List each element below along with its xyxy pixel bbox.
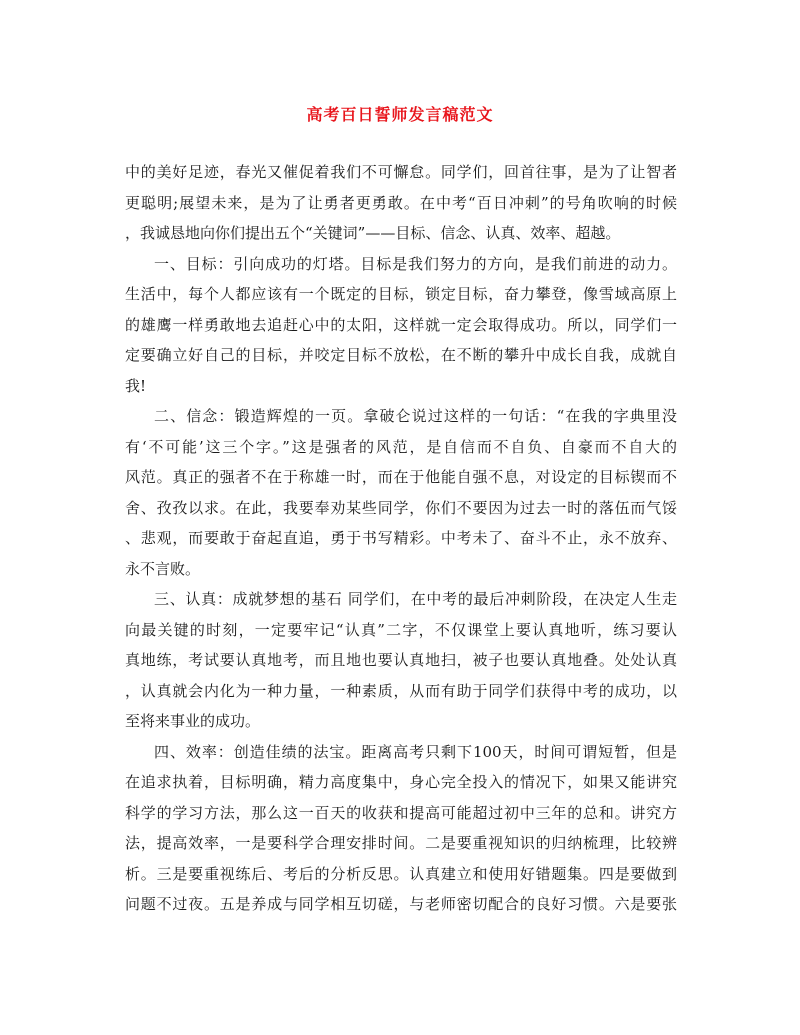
paragraph-4-line-2: 向最关键的时刻，一定要牢记“认真”二字，不仅课堂上要认真地听，练习要认 [125, 620, 677, 639]
paragraph-5-line-6: 问题不过夜。五是养成与同学相互切磋，与老师密切配合的良好习惯。六是要张 [125, 895, 677, 913]
paragraph-3-line-5: 、悲观，而要敢于奋起直追，勇于书写精彩。中考未了、奋斗不止，永不放弃、 [125, 529, 677, 547]
paragraph-5-line-4: 法，提高效率，一是要科学合理安排时间。二是要重视知识的归纳梳理，比较辨 [125, 834, 677, 852]
paragraph-2-line-1: 一、目标：引向成功的灯塔。目标是我们努力的方向，是我们前进的动力。 [154, 254, 677, 273]
paragraph-4-line-4: ，认真就会内化为一种力量，一种素质，从而有助于同学们获得中考的成功，以 [125, 681, 677, 700]
paragraph-3-line-4: 舍、孜孜以求。在此，我要奉劝某些同学，你们不要因为过去一时的落伍而气馁 [125, 498, 677, 517]
paragraph-5-line-3: 科学的学习方法，那么这一百天的收获和提高可能超过初中三年的总和。讲究方 [125, 803, 677, 822]
paragraph-3-line-3: 风范。真正的强者不在于称雄一时，而在于他能自强不息，对设定的目标锲而不 [125, 468, 677, 486]
paragraph-1-line-2: 更聪明;展望未来，是为了让勇者更勇敢。在中考“百日冲刺”的号角吹响的时候 [125, 193, 677, 212]
document-body [125, 157, 677, 920]
paragraph-4-line-3: 真地练，考试要认真地考，而且地也要认真地扫，被子也要认真地叠。处处认真 [125, 651, 677, 669]
paragraph-2-line-3: 的雄鹰一样勇敢地去追赶心中的太阳，这样就一定会取得成功。所以，同学们一 [125, 315, 677, 334]
paragraph-2-line-5: 我! [125, 376, 147, 395]
paragraph-3-line-2: 有‘不可能’这三个字。”这是强者的风范，是自信而不自负、自豪而不自大的 [125, 437, 677, 456]
paragraph-4-line-1: 三、认真：成就梦想的基石 同学们，在中考的最后冲刺阶段，在决定人生走 [154, 590, 677, 608]
paragraph-5-line-1: 四、效率：创造佳绩的法宝。距离高考只剩下100天，时间可谓短暂，但是 [154, 742, 677, 761]
paragraph-5-line-5: 析。三是要重视练后、考后的分析反思。认真建立和使用好错题集。四是要做到 [125, 864, 677, 883]
paragraph-1-line-1: 中的美好足迹，春光又催促着我们不可懈怠。同学们，回首往事，是为了让智者 [125, 163, 677, 181]
paragraph-4-line-5: 至将来事业的成功。 [125, 712, 261, 730]
paragraph-3-line-1: 二、信念：锻造辉煌的一页。拿破仑说过这样的一句话：“在我的字典里没 [154, 407, 677, 425]
document-title: 高考百日誓师发言稿范文 [306, 105, 494, 124]
paragraph-1-line-3: ，我诚恳地向你们提出五个“关键词”——目标、信念、认真、效率、超越。 [125, 224, 621, 242]
paragraph-2-line-2: 生活中，每个人都应该有一个既定的目标，锁定目标，奋力攀登，像雪域高原上 [125, 285, 677, 303]
paragraph-3-line-6: 永不言败。 [125, 559, 201, 578]
paragraph-5-line-2: 在追求执着，目标明确，精力高度集中，身心完全投入的情况下，如果又能讲究 [125, 773, 677, 791]
paragraph-2-line-4: 定要确立好自己的目标，并咬定目标不放松，在不断的攀升中成长自我，成就自 [125, 346, 677, 364]
